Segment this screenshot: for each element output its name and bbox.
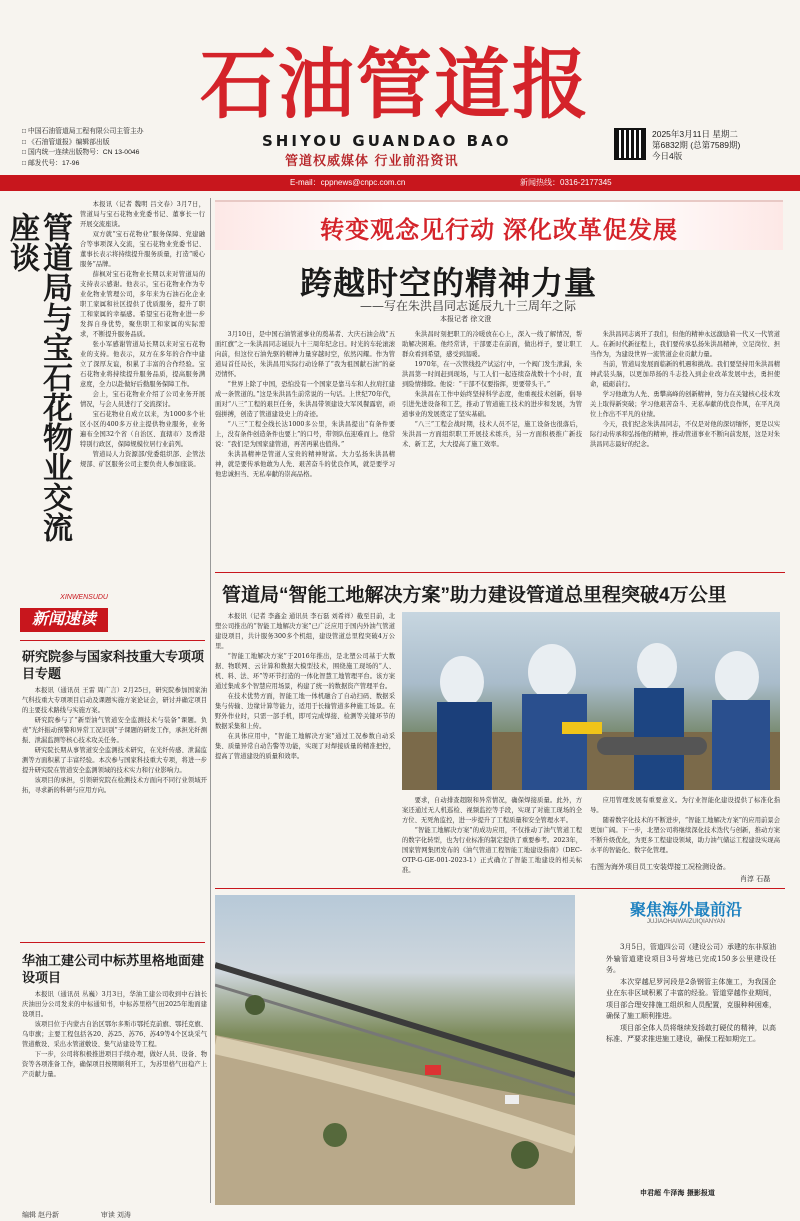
brief1-title: 研究院参与国家科技重大专项项目专题 bbox=[22, 649, 205, 681]
qr-code-icon[interactable] bbox=[614, 128, 646, 160]
left-story-byline: 本报讯（记者 魏明 吕文春）3月7日，管道局与宝石花物业党委书记、董事长一行开展交流座谈。 bbox=[80, 201, 205, 228]
divider bbox=[20, 942, 205, 943]
issue-date: 2025年3月11日 星期二 bbox=[652, 129, 738, 139]
column-divider bbox=[210, 198, 211, 1203]
hotline-text: 新闻热线：0316-2177345 bbox=[520, 178, 612, 187]
news-brief-badge: XINWENSUDU 新闻速读 bbox=[20, 594, 108, 636]
banner-text: 转变观念见行动 深化改革促发展 bbox=[320, 217, 678, 244]
overseas-credit: 申君超 牛泽海 摄影报道 bbox=[640, 1188, 715, 1197]
pipeline-photo bbox=[215, 895, 575, 1205]
workers-illustration bbox=[402, 612, 780, 790]
divider bbox=[215, 572, 785, 573]
masthead bbox=[0, 0, 800, 195]
feature-headline: 跨越时空的精神力量 bbox=[300, 264, 598, 302]
smart-story-headline: 管道局“智能工地解决方案”助力建设管道总里程突破4万公里 bbox=[222, 585, 727, 606]
pipeline-illustration bbox=[215, 895, 575, 1205]
photo-caption: 右图为海外项目员工安装焊接工况检测设备。 bbox=[590, 863, 730, 871]
page-count: 今日4版 bbox=[652, 151, 683, 161]
campaign-banner bbox=[215, 200, 783, 250]
feature-col3: 朱洪昌同志离开了我们，但他的精神永远激励着一代又一代管道人。在新时代新征程上，我们要传承弘扬朱洪昌精神，立足岗位、担当作为，为建设世界一流管道企业贡献力量。 当前，管道局发展面临新的机遇和挑战。我们要坚持用朱洪昌精神武装头脑，以更加昂扬的斗志投入到企业改革发展中去，勇担使命，砥砺前行。 学习他敢为人先、勇攀高峰的创新精神，努力在关键核心技术攻关上取得新突破；学习他艰苦奋斗、无私奉献的优良作风，在平凡岗位上作出不平凡的业绩。 今天，我们纪念朱洪昌同志，不仅是对他的深切缅怀，更是以实际行动传承和弘扬他的精神，推动管道事业不断向前发展，这是对朱洪昌同志最好的纪念。 bbox=[590, 331, 780, 448]
email-link[interactable]: E-mail：cppnews@cnpc.com.cn bbox=[290, 178, 406, 187]
footer bbox=[22, 1210, 131, 1220]
editor-text: 编辑 赵丹新 bbox=[22, 1212, 59, 1219]
news-brief-label: 新闻速读 bbox=[20, 608, 108, 632]
newspaper-slogan: 管道权威媒体 行业前沿资讯 bbox=[285, 154, 459, 169]
feature-col2: 朱洪昌时刻把职工的冷暖放在心上，深入一线了解情况，帮助解决困难。他经常讲，干部要走在前面，做出样子，要让职工群众看到希望，感受到温暖。 1970年，在一次管线投产试运行中，一个阀门发生泄漏，朱洪昌第一时间赶到现场，与工人们一起连续奋战数十个小时，直到险情排除。他说：“干部不仅要指挥，更要带头干。” 朱洪昌在工作中始终坚持科学态度，他重视技术创新，倡导引进先进设备和工艺，推动了管道施工技术的进步和发展，为管道事业的发展奠定了坚实基础。 “八三”工程会战时期，技术人员不足，施工设备也很落后，朱洪昌一方面组织职工开展技术练兵，另一方面积极推广新技术、新工艺，大大提高了施工效率。 bbox=[402, 331, 582, 448]
feature-col1: 3月10日，是中国石油管道事业的奠基者、大庆石油会战“五面红旗”之一朱洪昌同志诞辰九十三周年纪念日。时光的车轮滚滚向前，但这位石油先驱的精神力量穿越时空，依然闪耀。作为管道局首任局长，朱洪昌用实际行动诠释了“我为祖国献石油”的豪迈情怀。 “世界上除了中国，恐怕没有一个国家是靠马车和人拉肩扛建成一条管道的。”这是朱洪昌生前常说的一句话。上世纪70年代，面对“八三”工程的艰巨任务，朱洪昌带领建设大军风餐露宿，顽强拼搏，创造了管道建设史上的奇迹。 “八三”工程全线长达1000多公里，朱洪昌提出“有条件要上，没有条件创造条件也要上”的口号，带领队伍迎难而上。他常说：“我们是为国家建管道，再苦再累也值得。” 朱洪昌精神是管道人宝贵的精神财富。大力弘扬朱洪昌精神，就是要传承他敢为人先、艰苦奋斗的优良作风，就是要学习他忠诚担当、无私奉献的崇高品格。 bbox=[215, 331, 395, 478]
left-story-body: 本报讯（记者 魏明 吕文春）3月7日，管道局与宝石花物业党委书记、董事长一行开展交流座谈。 双方就“宝石花物业”服务保障、党建融合等事项深入交流，宝石花物业党委书记、董事长表示将持续提升服务质量，打造“暖心服务”品牌。 薛枫对宝石花物业长期以来对管道局的支持表示感谢。他表示，宝石花物业作为专业化物业管理公司，多年来为石油石化企业职工家属和社区提供了优质服务，提升了职工和家属的幸福感。希望宝石花物业进一步发挥自身优势，聚焦职工和家属的实际需求，不断提升服务品质。 张小军感谢管道局长期以来对宝石花物业的支持。他表示，双方在多年的合作中建立了深厚友谊，积累了丰富的合作经验。宝石花物业将持续提升服务品质，提高服务满意度，全力以赴做好后勤服务保障工作。 会上，宝石花物业介绍了公司业务开展情况，与会人员进行了交流探讨。 宝石花物业自成立以来，为1000多个社区小区的400多万业主提供物业服务，业务遍布全国32个省（自治区、直辖市）及香港特别行政区，保障规模位居行业前列。 管道局人力资源部/党委组织部、企管法规部、矿区服务公司主要负责人参加座谈。 bbox=[80, 201, 205, 468]
overseas-label: 聚焦海外最前沿 bbox=[629, 902, 742, 919]
newspaper-pinyin: SHIYOU GUANDAO BAO bbox=[262, 132, 512, 150]
smart-story-col2: 要求，自动排查超限和异常情况，确保焊接质量。此外，方案还通过无人机巡检、视频监控等手段，实现了对施工现场的全方位、无死角监控，进一步提升了工程质量和安全管理水平。 “智能工地解决方案”的成功应用，不仅推动了油气管道工程的数字化转型，也为行业标准的制定提供了重要参考。2023年，国家管网集团发布的《油气管道工程智能工地建设指南》（DEC-OTP-G-GE-001-2023-1）正式确立了智能工地建设的相关标准。 bbox=[402, 797, 582, 874]
photo-credit: 肖淳 石磊 bbox=[740, 875, 771, 883]
left-story-title: 管道局与宝石花物业交流座谈 bbox=[4, 212, 72, 542]
brief2-body: 本报讯（通讯员 丛巍）3月3日，华油工建公司收到中石油长庆油田分公司发来的中标通知书，中标苏里格气田2025年地面建设项目。 该项目位于内蒙古自治区鄂尔多斯市鄂托克前旗、鄂托克旗、乌审旗；主要工程包括各20、苏25、苏76、苏49等4个区块采气管道敷设、采出水管道敷设、集气站建设等工程。 下一步，公司将积极推进项目手续办理，做好人员、设备、物资等各项准备工作，确保项目按期顺利开工，为苏里格气田稳产上产贡献力量。 bbox=[22, 991, 207, 1078]
divider bbox=[20, 640, 205, 641]
info-line: □ 邮发代号：17-96 bbox=[22, 159, 144, 170]
info-line: □ 《石油管道报》编辑部出版 bbox=[22, 138, 144, 149]
feature-byline: 本报记者 徐文澄 bbox=[440, 315, 492, 323]
reviewer-text: 审读 刘涛 bbox=[100, 1212, 131, 1219]
smart-story-col3: 应用管理发展有重要意义。为行业智能化建设提供了标准化指导。 随着数字化技术的不断进步，“智能工地解决方案”的应用前景会更加广阔。下一步，北塑公司将继续深化技术迭代与创新，推动方案不断升级优化，为更多工程建设领域，助力油气储运工程建设实现高水平的智能化、数字化管理。 bbox=[590, 797, 780, 854]
divider bbox=[215, 888, 785, 889]
info-line: □ 中国石油管道局工程有限公司主管主办 bbox=[22, 127, 144, 138]
feature-subhead: ——写在朱洪昌同志诞辰九十三周年之际 bbox=[360, 299, 577, 313]
workers-photo bbox=[402, 612, 780, 790]
brief2-title: 华油工建公司中标苏里格地面建设项目 bbox=[22, 953, 205, 985]
overseas-badge: 聚焦海外最前沿 JUJIAOHAIWAIZUIQIANYAN bbox=[590, 895, 782, 935]
issue-number: 第6832期 (总第7589期) bbox=[652, 140, 741, 150]
brief1-body: 本报讯（通讯员 王雷 周广言）2月25日，研究院参加国家油气科技重大专项项目启动及课题实施方案论证会，研讨并确定项目的主要技术路线与实施方案。 研究院参与了“新型油气管道安全监测技术与装备”课题。负责“光纤振动预警和异常工况识别”子课题的研发工作，承担光纤测振、泄漏监测等核心技术攻关任务。 研究院长期从事管道安全监测技术研究，在光纤传感、泄漏监测等方面积累了丰富经验。本次参与国家科技重大专项，将进一步提升研究院在管道安全监测领域的技术实力和行业影响力。 该项目的承担，引领研究院在检测技术方面向不同行业领域开拓，寻求新的科研与应用方向。 bbox=[22, 687, 207, 794]
newspaper-logo: 石油管道报 bbox=[200, 40, 590, 129]
publication-info bbox=[22, 127, 144, 169]
contact-bar bbox=[0, 175, 800, 191]
smart-story-col1: 本报讯（记者 李鑫金 通讯员 李石磊 刘希祥）截至目前，北塑公司推出的“智能工地解决方案”已广泛应用于国内外油气管道建设项目，共计服务300多个机组，建设管道总里程突破4万公里。 “智能工地解决方案”于2016年推出，是北塑公司基于大数据、物联网、云计算和数据大模型技术，围绕施工现场的“人、机、料、法、环”等环节打造的一体化智慧工地管理平台。该方案通过集成多个智慧应用场景，构建了统一的数据资产管理平台。 在技术优势方面，智能工地一体机融合了自动扫码、数据采集与传输、边缘计算等能力，适用于长输管道多种施工场景。在野外作业时，只需一部手机，即可完成焊接、检测等关键环节的数据采集和上传。 在具体应用中，“智能工地解决方案”通过工况参数自动采集、质量异常自动告警等功能，实现了对焊接质量的精准把控，提高了管道建设的质量和效率。 bbox=[215, 613, 395, 760]
info-line: □ 国内统一连续出版物号：CN 13-0046 bbox=[22, 148, 144, 159]
issue-info bbox=[652, 129, 740, 162]
overseas-caption: 3月5日，管道四公司（建设公司）承建的东非原油外输管道建设项目3号营地已完成150多公里建设任务。 本次穿越尼罗河段是2条钢管主体施工，为我国企业在东非区域积累了丰富的经验。管道穿越作业期间，项目部合理安排施工组织和人员配置，克服种种困难，确保了施工顺利推进。 项目部全体人员将继续发扬敢打硬仗的精神，以高标准、严要求推进施工建设，确保工程如期完工。 bbox=[606, 943, 776, 1043]
